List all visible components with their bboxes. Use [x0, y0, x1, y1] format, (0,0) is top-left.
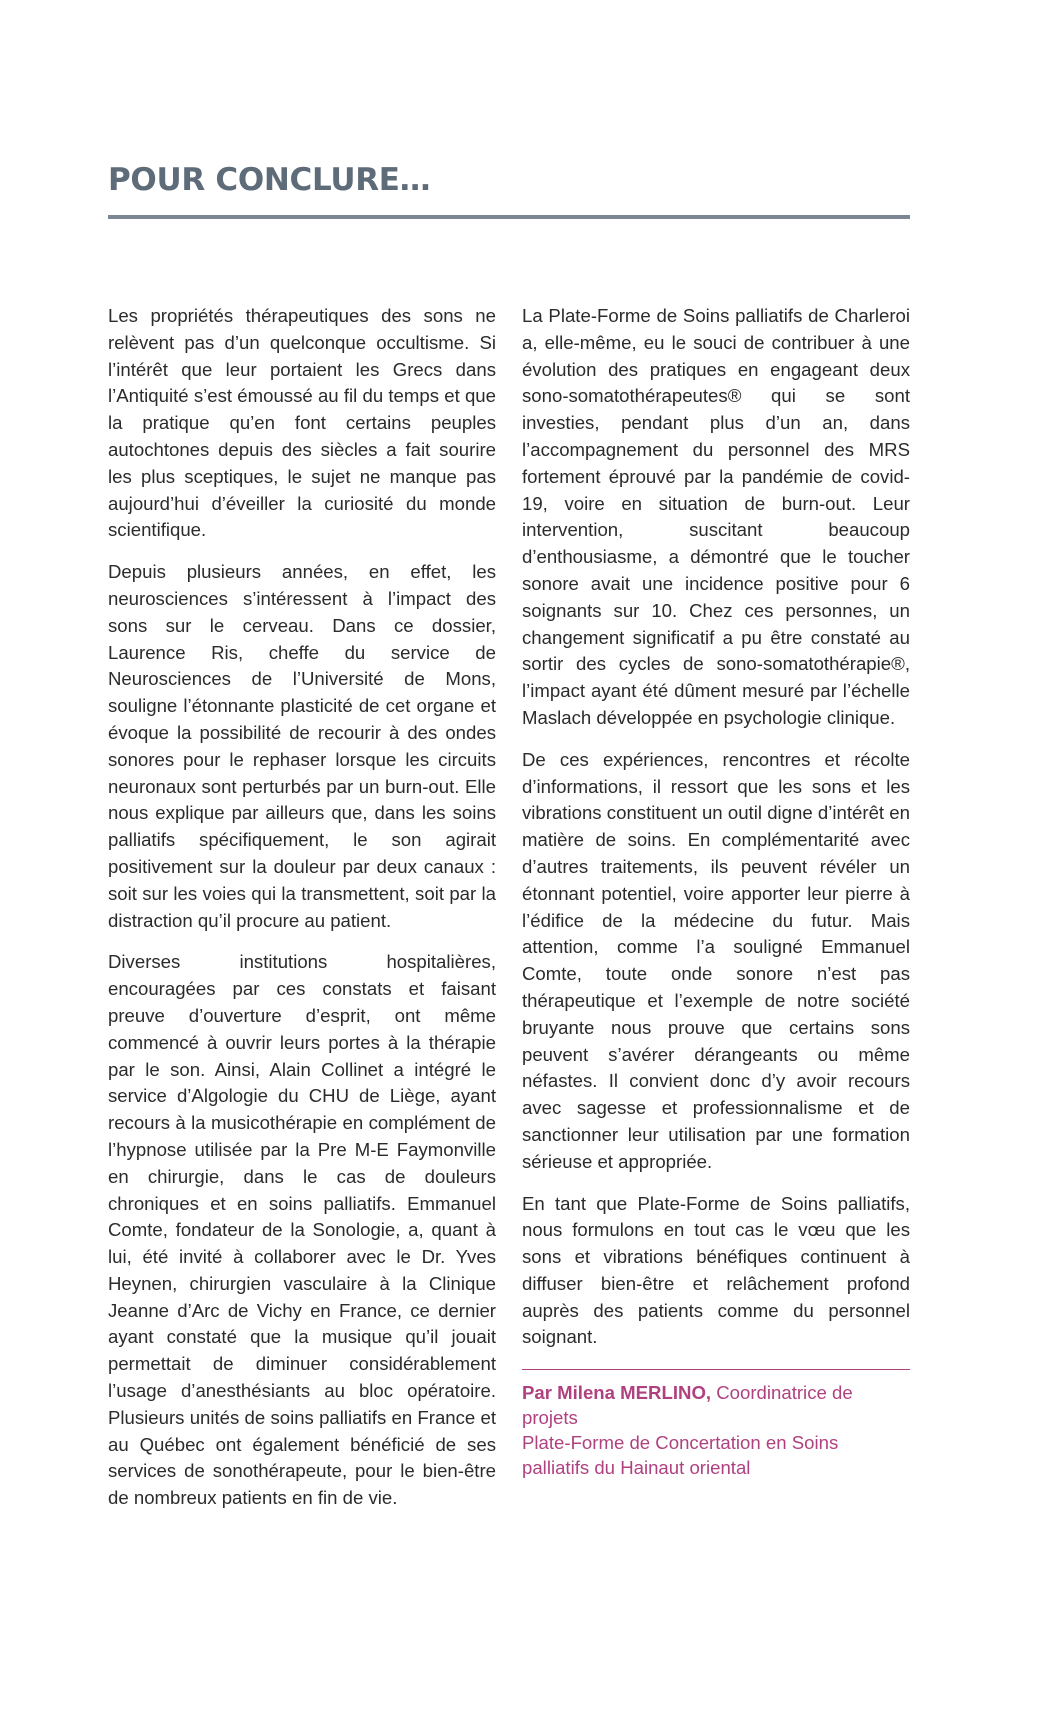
left-column: [108, 303, 496, 1527]
paragraph: Les propriétés thérapeutiques des sons ne relèvent pas d’un quelconque occultisme. Si l’intérêt que leur portaient les Grecs dans l’Antiquité s’est émoussé au fil du temps et que la pratique qu’en font certains peuples autochtones depuis des siècles a fait sourire les plus sceptiques, le sujet ne manque pas aujourd’hui d’éveiller la curiosité du monde scientifique.: [108, 305, 496, 541]
paragraph: La Plate-Forme de Soins palliatifs de Charleroi a, elle-même, eu le souci de contribuer à une évolution des pratiques en engageant deux sono-somatothérapeutes® qui se sont investies, pendant plus d’un an, dans l’accompagnement du personnel des MRS fortement éprouvé par la pandémie de covid-19, voire en situation de burn-out. Leur intervention, suscitant beaucoup d’enthousiasme, a démontré que le toucher sonore avait une incidence positive pour 6 soignants sur 10. Chez ces personnes, un changement significatif a pu être constaté au sortir des cycles de sono-somatothérapie®, l’impact ayant été dûment mesuré par l’échelle Maslach développée en psychologie clinique.: [522, 305, 910, 728]
signature-block: [522, 1380, 910, 1480]
signature-author: Par Milena MERLINO,: [522, 1382, 712, 1404]
signature-role: Coordinatrice de projets: [522, 1382, 853, 1429]
right-column: [522, 303, 910, 1480]
paragraph: En tant que Plate-Forme de Soins palliatifs, nous formulons en tout cas le vœu que les sons et vibrations bénéfiques continuent à diffuser bien-être et relâchement profond auprès des patients comme du personnel soignant.: [522, 1192, 910, 1348]
signature-divider: [522, 1369, 910, 1370]
signature-line: [522, 1380, 910, 1430]
title-divider: [108, 215, 910, 219]
paragraph: De ces expériences, rencontres et récolte d’informations, il ressort que les sons et les vibrations constituent un outil digne d’intérêt en matière de soins. En complémentarité avec d’autres traitements, ils peuvent révéler un étonnant potentiel, voire apporter leur pierre à l’édifice de la médecine du futur. Mais attention, comme l’a souligné Emmanuel Comte, toute onde sonore n’est pas thérapeutique et l’exemple de notre société bruyante nous prouve que certains sons peuvent s’avérer dérangeants ou même néfastes. Il convient donc d’y avoir recours avec sagesse et professionnalisme et de sanctionner leur utilisation par une formation sérieuse et appropriée.: [522, 748, 910, 1172]
signature-organization: Plate-Forme de Concertation en Soins palliatifs du Hainaut oriental: [522, 1432, 839, 1479]
paragraph: Diverses institutions hospitalières, encouragées par ces constats et faisant preuve d’ouverture d’esprit, ont même commencé à ouvrir leurs portes à la thérapie par le son. Ainsi, Alain Collinet a intégré le service d’Algologie du CHU de Liège, ayant recours à la musicothérapie en complément de l’hypnose utilisée par la Pre M-E Faymonville en chirurgie, dans le cas de douleurs chroniques et en soins palliatifs. Emmanuel Comte, fondateur de la Sonologie, a, quant à lui, été invité à collaborer avec le Dr. Yves Heynen, chirurgien vasculaire à la Clinique Jeanne d’Arc de Vichy en France, ce dernier ayant constaté que la musique qu’il jouait permettait de diminuer considérablement l’usage d’anesthésiants au bloc opératoire. Plusieurs unités de soins palliatifs en France et au Québec ont également bénéficié de ses services de sonothérapeute, pour le bien-être de nombreux patients en fin de vie.: [108, 951, 496, 1509]
page-title: POUR CONCLURE…: [108, 162, 431, 198]
paragraph: Depuis plusieurs années, en effet, les neurosciences s’intéressent à l’impact des sons sur le cerveau. Dans ce dossier, Laurence Ris, cheffe du service de Neurosciences de l’Université de Mons, souligne l’étonnante plasticité de cet organe et évoque la possibilité de recourir à des ondes sonores pour le rephaser lorsque les circuits neuronaux sont perturbés par un burn-out. Elle nous explique par ailleurs que, dans les soins palliatifs spécifiquement, le son agirait positivement sur la douleur par deux canaux : soit sur les voies qui la transmettent, soit par la distraction qu’il procure au patient.: [108, 561, 496, 931]
